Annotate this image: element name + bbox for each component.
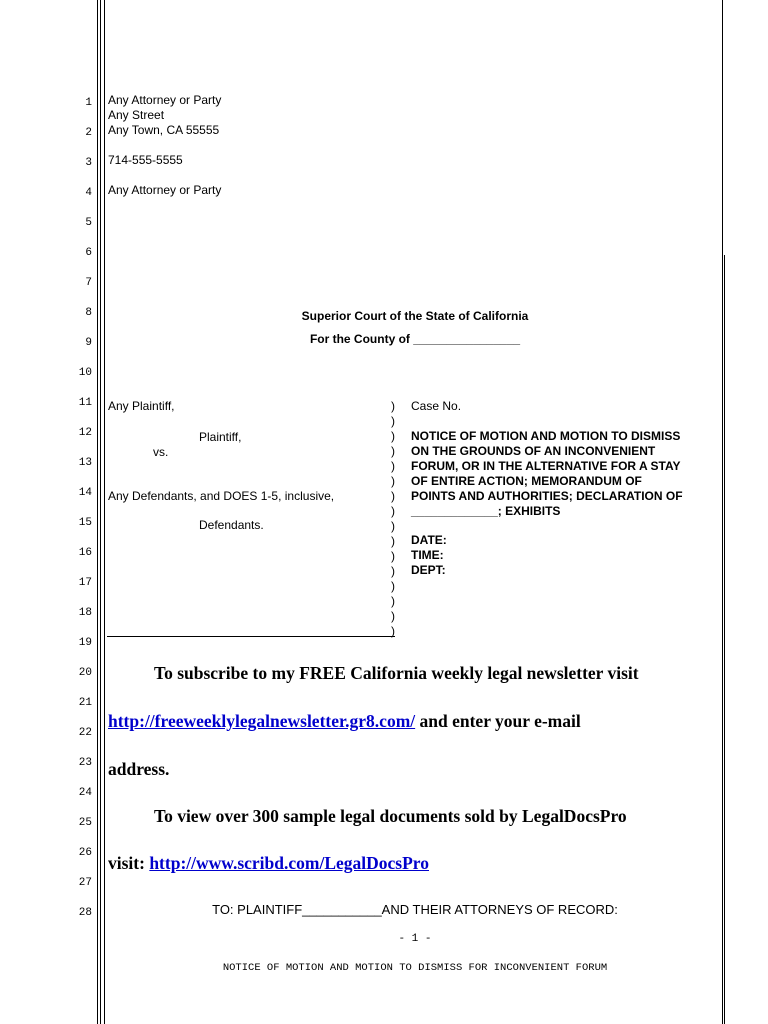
line-number: 16 — [78, 547, 92, 559]
document-title-line: POINTS AND AUTHORITIES; DECLARATION OF — [411, 489, 683, 503]
document-title-line: FORUM, OR IN THE ALTERNATIVE FOR A STAY — [411, 459, 681, 473]
page-number: - 1 - — [398, 933, 432, 945]
caption-paren: ) — [391, 579, 395, 593]
line-number: 11 — [78, 397, 92, 409]
line-number: 28 — [78, 907, 92, 919]
line-number: 2 — [85, 127, 92, 139]
newsletter-line-3: address. — [108, 759, 170, 779]
left-border-line-1 — [97, 0, 98, 1024]
plaintiff-name: Any Plaintiff, — [108, 399, 175, 413]
caption-paren: ) — [391, 459, 395, 473]
caption-paren: ) — [391, 504, 395, 518]
left-border-line-3 — [104, 0, 105, 1024]
line-number: 7 — [85, 277, 92, 289]
defendants-name: Any Defendants, and DOES 1-5, inclusive, — [108, 489, 335, 503]
line-number: 18 — [78, 607, 92, 619]
line-number: 23 — [78, 757, 92, 769]
document-title-line: _____________; EXHIBITS — [411, 504, 561, 518]
line-number: 5 — [85, 217, 92, 229]
plaintiff-role: Plaintiff, — [199, 430, 242, 444]
defendants-role: Defendants. — [199, 518, 264, 532]
line-number: 17 — [78, 577, 92, 589]
caption-underline — [107, 636, 395, 637]
line-number: 26 — [78, 847, 92, 859]
case-number-label: Case No. — [411, 399, 462, 413]
court-county: For the County of ________________ — [309, 332, 521, 346]
newsletter-link[interactable]: http://freeweeklylegalnewsletter.gr8.com/ — [108, 711, 416, 731]
caption-paren: ) — [391, 609, 395, 623]
caption-paren: ) — [391, 564, 395, 578]
line-number: 19 — [78, 637, 92, 649]
document-title-line: ON THE GROUNDS OF AN INCONVENIENT — [411, 444, 656, 458]
line-number: 8 — [85, 307, 92, 319]
document-title-line: OF ENTIRE ACTION; MEMORANDUM OF — [411, 474, 642, 488]
footer-title: NOTICE OF MOTION AND MOTION TO DISMISS FOR INCONVENIENT FORUM — [222, 962, 608, 974]
newsletter-line-4: To view over 300 sample legal documents sold by LegalDocsPro — [154, 806, 627, 826]
caption-paren: ) — [391, 624, 395, 638]
newsletter-line-2-rest: and enter your e-mail — [415, 711, 581, 731]
line-number: 24 — [78, 787, 92, 799]
line-number: 21 — [78, 697, 92, 709]
line-number: 20 — [78, 667, 92, 679]
caption-paren: ) — [391, 534, 395, 548]
line-number: 13 — [78, 457, 92, 469]
line-number: 14 — [78, 487, 92, 499]
caption-paren: ) — [391, 399, 395, 413]
caption-paren: ) — [391, 474, 395, 488]
right-border-line — [722, 0, 723, 1024]
right-border-line-lower — [724, 255, 725, 1024]
newsletter-line-5 — [108, 853, 429, 874]
caption-paren: ) — [391, 489, 395, 503]
newsletter-line-2 — [108, 711, 581, 732]
line-number: 25 — [78, 817, 92, 829]
line-number: 22 — [78, 727, 92, 739]
caption-paren: ) — [391, 549, 395, 563]
visit-label: visit: — [108, 853, 150, 873]
line-number: 6 — [85, 247, 92, 259]
scribd-link[interactable]: http://www.scribd.com/LegalDocsPro — [149, 853, 429, 873]
line-number: 15 — [78, 517, 92, 529]
hearing-date-label: DATE: — [411, 533, 447, 547]
line-number: 1 — [85, 97, 92, 109]
versus-label: vs. — [153, 445, 169, 459]
caption-paren: ) — [391, 594, 395, 608]
line-number: 27 — [78, 877, 92, 889]
caption-paren: ) — [391, 429, 395, 443]
to-plaintiff-line: TO: PLAINTIFF___________AND THEIR ATTORNEYS OF RECORD: — [212, 902, 618, 917]
attorney-for: Any Attorney or Party — [108, 183, 222, 197]
left-border-line-2 — [100, 0, 101, 1024]
attorney-street: Any Street — [108, 108, 165, 122]
attorney-phone: 714-555-5555 — [108, 153, 183, 167]
attorney-city: Any Town, CA 55555 — [108, 123, 220, 137]
attorney-name: Any Attorney or Party — [108, 93, 222, 107]
newsletter-line-1: To subscribe to my FREE California weekly legal newsletter visit — [154, 663, 639, 683]
document-title-line: NOTICE OF MOTION AND MOTION TO DISMISS — [411, 429, 681, 443]
caption-paren: ) — [391, 519, 395, 533]
court-name: Superior Court of the State of California — [301, 309, 529, 323]
caption-paren: ) — [391, 414, 395, 428]
line-number: 4 — [85, 187, 92, 199]
line-number: 3 — [85, 157, 92, 169]
caption-paren: ) — [391, 444, 395, 458]
hearing-time-label: TIME: — [411, 548, 444, 562]
hearing-dept-label: DEPT: — [411, 563, 446, 577]
line-number: 10 — [78, 367, 92, 379]
line-number: 9 — [85, 337, 92, 349]
line-number: 12 — [78, 427, 92, 439]
